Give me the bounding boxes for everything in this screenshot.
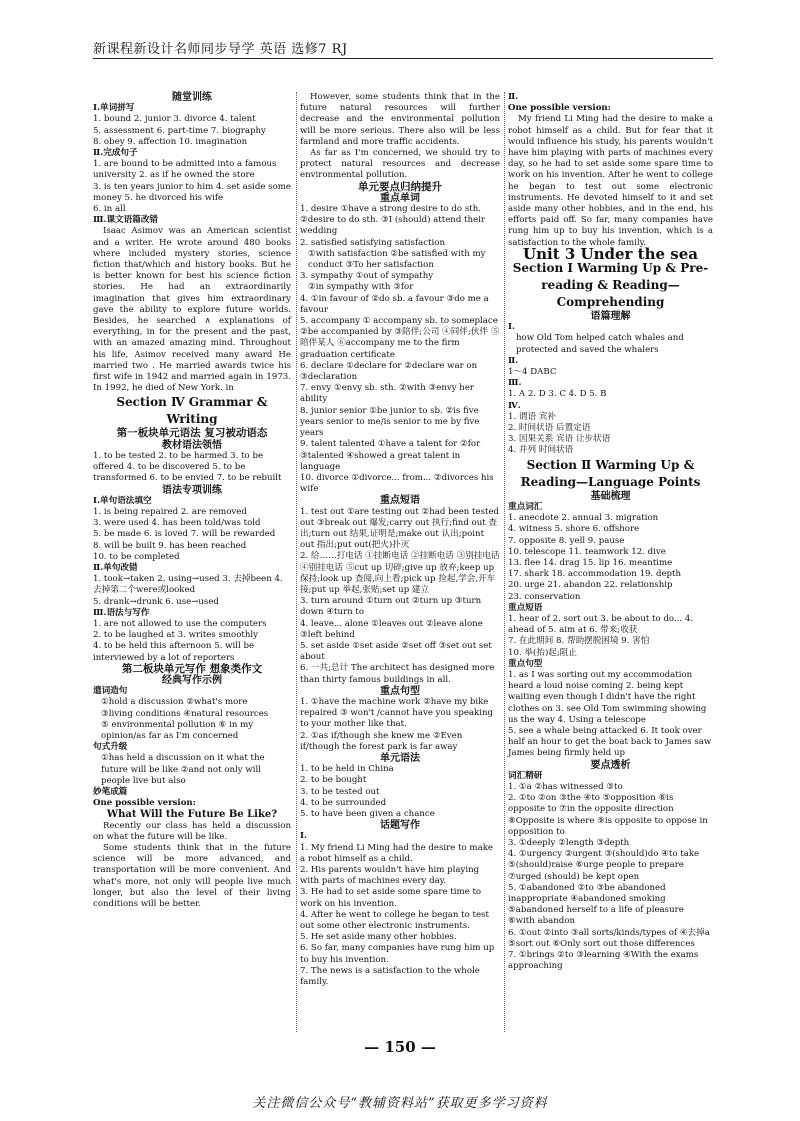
answer-line: 10. telescope 11. teamwork 12. dive — [508, 546, 666, 557]
section-title: 重点单词 — [380, 192, 420, 204]
section-title: 教材语法领悟 — [162, 439, 222, 451]
answer-line: ①hold a discussion ②what's more — [101, 697, 248, 708]
sub-heading: Ⅲ.课文语篇改错 — [93, 215, 159, 226]
answer-line: 10. 举(抬)起;阻止 — [508, 647, 577, 658]
sub-heading: Ⅰ.单词拼写 — [93, 103, 135, 114]
answer-line: 1. are not allowed to use the computers — [93, 618, 267, 629]
sub-heading: Ⅰ.单句语法填空 — [93, 495, 152, 506]
answer-line: 8. will be built 9. has been reached — [93, 540, 247, 551]
answer-line: 1. My friend Li Ming had the desire to make a robot himself as a child. — [300, 842, 494, 864]
answer-line: 4. leave... alone ①leaves out ②leave alone ③left behind — [300, 618, 483, 640]
answer-line: 1. as I was sorting out my accommodation heard a loud noise coming 2. being kept waiting even though I didn't have the right clothes on 3. see Old Tom swimming showing us the way 4. Using a telescope — [508, 669, 707, 725]
answer-line: 4. ①urgency ②urgent ③(should)do ④to take ⑤(should)raise ⑥urge people to prepare ⑦urged (should) be kept open — [508, 849, 700, 882]
answer-line: 1. A 2. D 3. C 4. D 5. B — [508, 389, 607, 400]
section-title: 单元语法 — [380, 752, 420, 764]
paragraph: However, some students think that in the future natural resources will further decrease and the environmental pollution will be more serious. There also will be less farmland and more traffic accidents. — [300, 92, 500, 147]
unit-heading: Unit 3 Under the sea — [523, 244, 698, 263]
sub-heading: Ⅱ.完成句子 — [93, 148, 138, 159]
section-title: 要点透析 — [590, 759, 631, 771]
sub-heading: Ⅰ. — [508, 322, 516, 333]
answer-line: 3. sympathy ①out of sympathy — [300, 271, 434, 282]
sub-heading: One possible version: — [93, 798, 196, 809]
answer-line: 5. assessment 6. part-time 7. biography — [93, 125, 266, 136]
answer-line: 2. His parents wouldn't have him playing with parts of machines every day. — [300, 865, 480, 887]
answer-line: 5. see a whale being attacked 6. It took over half an hour to get the boat back to James saw James being firmly held up — [508, 725, 712, 759]
answer-line: 5. be made 6. is loved 7. will be rewarded — [93, 529, 276, 540]
answer-line: 7. ①brings ②to ③learning ④With the exams approaching — [508, 950, 699, 972]
column-middle — [300, 92, 500, 988]
answer-line: 13. flee 14. drag 15. lip 16. meantime — [508, 557, 673, 568]
section-title: 语篇理解 — [590, 311, 631, 323]
section-title: 随堂训练 — [172, 92, 212, 103]
answer-line: ①has held a discussion on it what the future will be like ②and not only will people live but also — [101, 753, 265, 786]
answer-line: 1. to be tested 2. to be harmed 3. to be offered 4. to be discovered 5. to be transformed 6. to be envied 7. to be rebuilt — [93, 450, 282, 484]
answer-line: 1. anecdote 2. annual 3. migration — [508, 513, 659, 524]
answer-line: ③living conditions ④natural resources — [101, 708, 269, 719]
section-title: 话题写作 — [380, 820, 420, 832]
section-heading: Section Ⅳ Grammar & Writing — [116, 395, 268, 427]
answer-line: 10. to be completed — [93, 551, 180, 562]
answer-line: 3. to be tested out — [300, 786, 380, 797]
sub-heading: 重点短语 — [508, 602, 543, 613]
answer-line: 8. junior senior ①be junior to sb. ②is five years senior to me/is senior to me by five years — [300, 405, 480, 439]
paragraph: My friend Li Ming had the desire to make a robot himself as a child. But for fear that it would influence his study, his parents wouldn't have him playing with parts of machines every day, so he had to set aside some spare time to work on his invention. After he went to college he began to test out some electronic instruments. He devoted himself to it and set aside many other hobbies, and in the end, his efforts paid off. So far, many companies have rung him up to buy his invention, which is a satisfaction to the whole family. — [508, 114, 713, 248]
answer-line: 3. 因果关系 宾语 让步状语 — [508, 434, 611, 445]
section-title: 基础梳理 — [590, 490, 631, 502]
sub-heading: Ⅰ. — [300, 831, 308, 842]
sub-heading: Ⅳ. — [508, 400, 521, 411]
paragraph: As far as I'm concerned, we should try to protect natural resources and decrease environmental pollution. — [300, 148, 500, 181]
column-divider — [296, 92, 297, 1032]
block-heading: 单元要点归纳提升 — [358, 180, 442, 193]
block-heading: 第二板块单元写作 想象类作文 — [121, 662, 263, 675]
answer-line: 5. ①abandoned ②to ③be abandoned inappropriate ④abandoned smoking ⑤abandoned herself to a life of pleasure ⑥with abandon — [508, 882, 684, 927]
paragraph: Isaac Asimov was an American scientist and a writer. He wrote around 480 books where included mystery stories, science fiction that/which and history books. But he is better known for best his science fiction stories. He had an extraordinarily imagination that gives him extraordinary gave the ability to explore future worlds. Besides, he searched ∧ explanations of everything, in for the present and the past, with an amazed amazing mind. Throughout his life, Asimov received many award He married two . He married awards twice his first wife in 1942 and married again in 1973. In 1992, he died of New York. in — [93, 226, 291, 394]
answer-line: 1. 谓语 宾补 — [508, 411, 557, 422]
section-title: 语法专项训练 — [162, 484, 222, 496]
answer-line: 8. obey 9. affection 10. imagination — [93, 136, 248, 147]
sub-heading: Ⅲ.语法与写作 — [93, 607, 150, 618]
answer-line: 4. witness 5. shore 6. offshore — [508, 524, 640, 535]
section-title: 重点短语 — [380, 495, 420, 507]
answer-line: 4. After he went to college he began to test out some other electronic instruments. — [300, 909, 489, 932]
answer-line: 3. He had to set aside some spare time to work on his invention. — [300, 887, 482, 909]
answer-line: 3. turn around ①turn out ②turn up ③turn down ④turn to — [300, 596, 482, 618]
answer-line: how Old Tom helped catch whales and protected and saved the whalers — [516, 333, 684, 355]
answer-line: 6. in all — [93, 204, 126, 215]
column-left — [93, 92, 291, 910]
sub-heading: Ⅱ. — [508, 92, 519, 102]
answer-line: 2. 给……打电话 ①挂断电话 ②挂断电话 ③别挂电话 ④别挂电话 ⑤cut up 切碎;give up 放弃;keep up 保持;look up 查阅,向上看;pick up 捡起,学会,开车接;put up 举起,张贴;set up 建立 — [300, 551, 500, 595]
sub-heading: 妙笔成篇 — [93, 786, 128, 797]
answer-line: 3. ①deeply ②length ③depth — [508, 837, 630, 848]
answer-line: ①with satisfaction ②be satisfied with my conduct ③To her satisfaction — [308, 248, 486, 271]
answer-line: 2. to be laughed at 3. writes smoothly — [93, 630, 259, 641]
answer-line: 1. desire ①have a strong desire to do sth. ②desire to do sth. ③I (should) attend their wedding — [300, 204, 485, 237]
answer-line: 2. ①to ②on ③the ④to ⑤opposition ⑥is opposite to ⑦in the opposite direction ⑧Opposite is where ⑨is opposite to oppose in opposition to — [508, 793, 708, 837]
header-rule — [93, 58, 713, 59]
answer-line: 1. is being repaired 2. are removed — [93, 506, 247, 517]
answer-line: 6. So far, many companies have rung him up to buy his invention. — [300, 943, 495, 965]
answer-line: 1. to be held in China — [300, 764, 394, 775]
sub-heading: 重点句型 — [508, 658, 543, 669]
answer-line: 10. divorce ①divorce... from... ②divorces his wife — [300, 472, 494, 495]
answer-line: 2. satisfied satisfying satisfaction — [300, 237, 445, 248]
answer-line: 6. 一共;总计 The architect has designed more than thirty famous buildings in all. — [300, 663, 495, 685]
answer-line: 3. is ten years junior to him 4. set aside some money 5. he divorced his wife — [93, 181, 291, 203]
sub-heading: 词汇精研 — [508, 770, 543, 781]
answer-line: ②in sympathy with ③for — [308, 282, 414, 293]
block-heading: 第一板块单元语法 复习被动语态 — [116, 427, 268, 440]
answer-line: 6. declare ①declare for ②declare war on ③declaration — [300, 360, 478, 383]
answer-line: 5. drank→drunk 6. use→used — [93, 596, 219, 607]
paragraph: Recently our class has held a discussion on what the future will be like. — [93, 820, 291, 842]
answer-line: 4. to be held this afternoon 5. will be interviewed by a lot of reporters — [93, 641, 255, 663]
sub-heading: 遣词造句 — [93, 686, 128, 697]
answer-line: 1～4 DABC — [508, 367, 557, 378]
answer-line: 1. hear of 2. sort out 3. be about to do... 4. ahead of 5. aim at 6. 带来;收获 — [508, 613, 694, 636]
answer-line: 5. to have been given a chance — [300, 809, 435, 819]
sub-heading: One possible version: — [508, 103, 611, 114]
answer-line: 7. The news is a satisfaction to the whole family. — [300, 965, 480, 988]
sub-heading: Ⅱ. — [508, 355, 519, 366]
answer-line: 7. envy ①envy sb. sth. ②with ③envy her ability — [300, 383, 475, 405]
answer-line: 6. ①out ②into ③all sorts/kinds/types of ④去掉a ⑤sort out ⑥Only sort out those differences — [508, 927, 710, 949]
answer-line: ⑤ environmental pollution ⑥ in my opinion/as far as I'm concerned — [101, 719, 254, 741]
footer-note: 关注微信公众号“教辅资料站”获取更多学习资料 — [252, 1096, 548, 1111]
section-heading: Section Ⅰ Warming Up & Pre-reading & Reading—Comprehending — [512, 261, 709, 310]
answer-line: 4. ①in favour of ②do sb. a favour ③do me a favour — [300, 293, 489, 315]
section-title: 经典写作示例 — [162, 674, 222, 686]
answer-line: 2. to be bought — [300, 775, 367, 786]
answer-line: 9. talent talented ①have a talent for ②for ③talented ④showed a great talent in language — [300, 439, 481, 472]
answer-line: 1. are bound to be admitted into a famous university 2. as if he owned the store — [93, 159, 277, 181]
sub-heading: Ⅲ. — [508, 378, 522, 389]
page-number: — 150 — — [364, 1038, 436, 1056]
answer-line: 1. bound 2. junior 3. divorce 4. talent — [93, 114, 256, 125]
answer-line: 23. conservation — [508, 591, 581, 602]
sub-heading: 重点词汇 — [508, 501, 543, 512]
answer-line: 2. ①as if/though she knew me ②Even if/though the forest park is far away — [300, 730, 463, 752]
answer-line: 4. 并列 时间状语 — [508, 445, 574, 456]
answer-line: 1. test out ①are testing out ②had been tested out ③break out 爆发;carry out 执行;find out 查出;turn out 结果,证明是;make out 认出;point out 指出;put out(把火)扑灭 — [300, 506, 500, 551]
paragraph: Some students think that in the future science will be more advanced, and transportation will be more convenient. And what's more, not only will people live much longer, but also the level of their living conditions will be better. — [93, 843, 291, 910]
column-right — [508, 92, 713, 972]
sub-heading: Ⅱ.单句改错 — [93, 562, 138, 573]
answer-line: 1. took→taken 2. using→used 3. 去掉been 4. 去掉第二个were或looked — [93, 574, 283, 596]
answer-line: 17. shark 18. accommodation 19. depth — [508, 569, 682, 580]
answer-line: 3. were used 4. has been told/was told — [93, 518, 261, 529]
answer-line: 2. 时间状语 后置定语 — [508, 423, 591, 434]
answer-line: 7. 在此期间 8. 帮助摆脱困境 9. 害怕 — [508, 636, 650, 647]
answer-line: 5. set aside ①set aside ②set off ③set out set about — [300, 640, 492, 663]
answer-line: 5. He set aside many other hobbies. — [300, 932, 457, 943]
sub-heading: 句式升级 — [93, 742, 128, 753]
answer-line: 20. urge 21. abandon 22. relationship — [508, 580, 673, 591]
section-heading: Section Ⅱ Warming Up & Reading—Language Points — [520, 457, 701, 489]
section-title: 重点句型 — [380, 685, 420, 697]
answer-line: 1. ①a ②has witnessed ③to — [508, 781, 623, 792]
answer-line: 5. accompany ① accompany sb. to someplace ②be accompanied by ③陪伴;公司 ④同伴;伙伴 ⑤陪伴某人 ⑥accompany me to the firm graduation certificate — [300, 316, 500, 360]
page-header: 新课程新设计名师同步导学 英语 选修7 RJ — [93, 42, 348, 57]
answer-line: 7. opposite 8. yell 9. pause — [508, 535, 625, 546]
column-divider — [504, 92, 505, 1032]
answer-line: 4. to be surrounded — [300, 797, 387, 808]
answer-line: 1. ①have the machine work ②have my bike repaired ③ won't /cannot have you speaking to your mother like that. — [300, 696, 494, 730]
section-title: What Will the Future Be Like? — [106, 809, 278, 821]
